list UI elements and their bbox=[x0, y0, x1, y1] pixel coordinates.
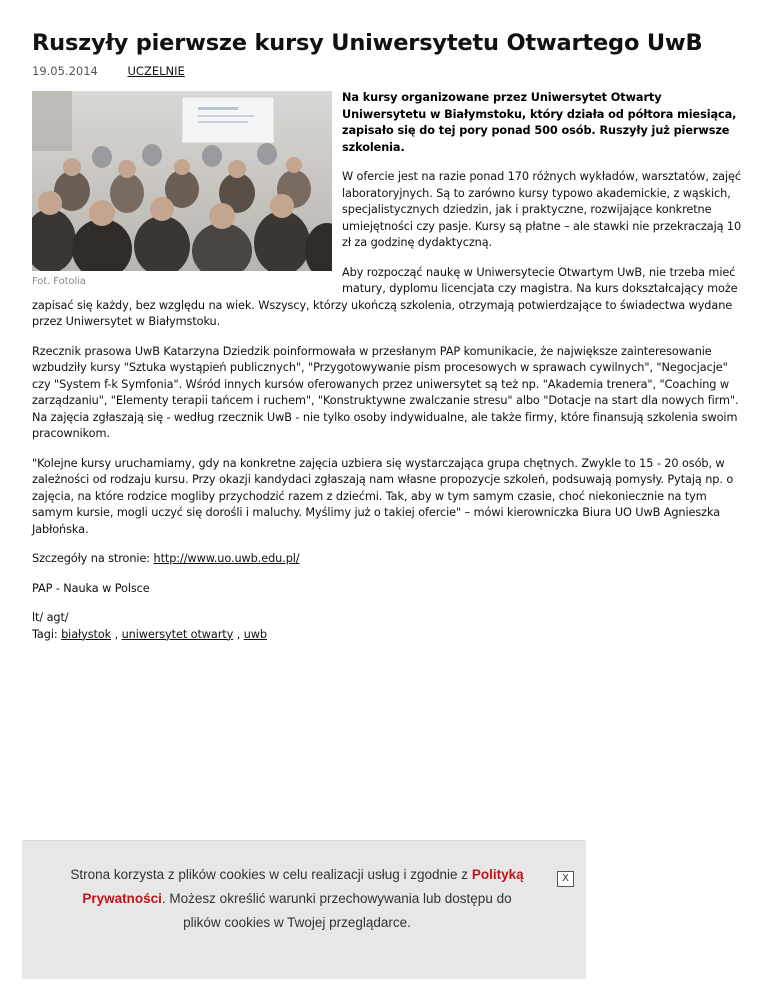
article-paragraph: Aby rozpocząć naukę w Uniwersytecie Otwartym UwB, nie trzeba mieć matury, dyplomu licencjata czy magistra. Na kurs dokształcający może zapisać się każdy, bez względu na wiek. Wszyscy, którzy ukończą szkolenia, otrzymają potwierdzające to świadectwa wydane przez Uniwersytet w Białymstoku. bbox=[32, 265, 738, 328]
article-meta bbox=[32, 60, 744, 82]
lecture-hall-illustration bbox=[32, 91, 332, 271]
article-source: PAP - Nauka w Polsce bbox=[32, 581, 150, 595]
article-date: 19.05.2014 bbox=[32, 64, 98, 78]
article-figure bbox=[32, 91, 332, 289]
details-label: Szczegóły na stronie: bbox=[32, 552, 154, 565]
tag-separator: , bbox=[114, 627, 119, 641]
article-paragraph: W ofercie jest na razie ponad 170 różnych wykładów, warsztatów, zajęć laboratoryjnych. Są to zarówno kursy typowo akademickie, z wąskich, specjalistycznych dziedzin, jak i praktyczne, rozwijające konkretne umiejętności czy pasje. Kursy są płatne – ale stawki nie przekraczają 10 zł za godzinę dydaktyczną. bbox=[342, 170, 742, 249]
cookie-consent-bar bbox=[22, 840, 586, 979]
tag-link[interactable]: uwb bbox=[243, 627, 267, 641]
article-lead: Na kursy organizowane przez Uniwersytet Otwarty Uniwersytetu w Białymstoku, który działa od półtora miesiąca, zapisało się do tej pory ponad 500 osób. Ruszyły już pierwsze szkolenia. bbox=[342, 91, 737, 154]
privacy-policy-link[interactable]: Polityką Prywatności bbox=[82, 867, 524, 906]
article-body bbox=[32, 90, 744, 643]
cookie-text-end: . Możesz określić warunki przechowywania lub dostępu do plików cookies w Twojej przeglądarce. bbox=[161, 891, 512, 930]
article-paragraph: "Kolejne kursy uruchamiamy, gdy na konkretne zajęcia uzbiera się wystarczająca grupa chętnych. Zwykle to 15 - 20 osób, w zależności od rodzaju kursu. Przy okazji kandydaci zgłaszają nam własne propozycje szkoleń, podsuwają pomysły. Pytają np. o zajęcia, na które rodzice mogliby przychodzić razem z dziećmi. Tak, aby w tym samym czasie, choć niekoniecznie na tym samym kursie, mogli uczyć się dorośli i maluchy. Myślimy już o takiej ofercie" – mówi kierowniczka Biura UO UwB Agnieszka Jabłońska. bbox=[32, 456, 734, 536]
article-title: Ruszyły pierwsze kursy Uniwersytetu Otwartego UwB bbox=[32, 30, 703, 56]
category-link[interactable]: UCZELNIE bbox=[127, 64, 185, 78]
tags-line bbox=[32, 627, 744, 644]
article bbox=[32, 28, 744, 643]
cookie-text-start: Strona korzysta z plików cookies w celu realizacji usług i zgodnie z bbox=[70, 867, 469, 882]
tags-label: Tagi: bbox=[32, 627, 58, 641]
details-line bbox=[32, 551, 744, 568]
article-paragraph: Rzecznik prasowa UwB Katarzyna Dziedzik poinformowała w przesłanym PAP komunikacie, że największe zainteresowanie wzbudziły kursy "Sztuka wystąpień publicznych", "Przygotowywanie pism procesowych w sprawach cywilnych", "Negocjacje" czy "System f-k Symfonia". Wśród innych kursów oferowanych przez uniwersytet są też np. "Akademia trenera", "Coaching w zarządzaniu", "Elementy terapii tańcem i ruchem", "Konstruktywne zwalczanie stresu" albo "Dotacje na start dla nowych firm". Na zajęcia zgłaszają się - według rzecznik UwB - nie tylko osoby indywidualne, ale także firmy, które finansują szkolenia swoim pracownikom. bbox=[32, 344, 739, 440]
article-photo bbox=[32, 91, 332, 271]
tag-link[interactable]: białystok bbox=[61, 627, 112, 641]
close-icon[interactable]: X bbox=[557, 871, 574, 887]
tag-separator: , bbox=[236, 627, 241, 641]
cookie-message bbox=[62, 863, 532, 935]
photo-caption: Fot. Fotolia bbox=[32, 276, 86, 287]
article-signature: lt/ agt/ bbox=[32, 611, 69, 624]
tag-link[interactable]: uniwersytet otwarty bbox=[121, 627, 234, 641]
details-link[interactable]: http://www.uo.uwb.edu.pl/ bbox=[153, 552, 300, 565]
